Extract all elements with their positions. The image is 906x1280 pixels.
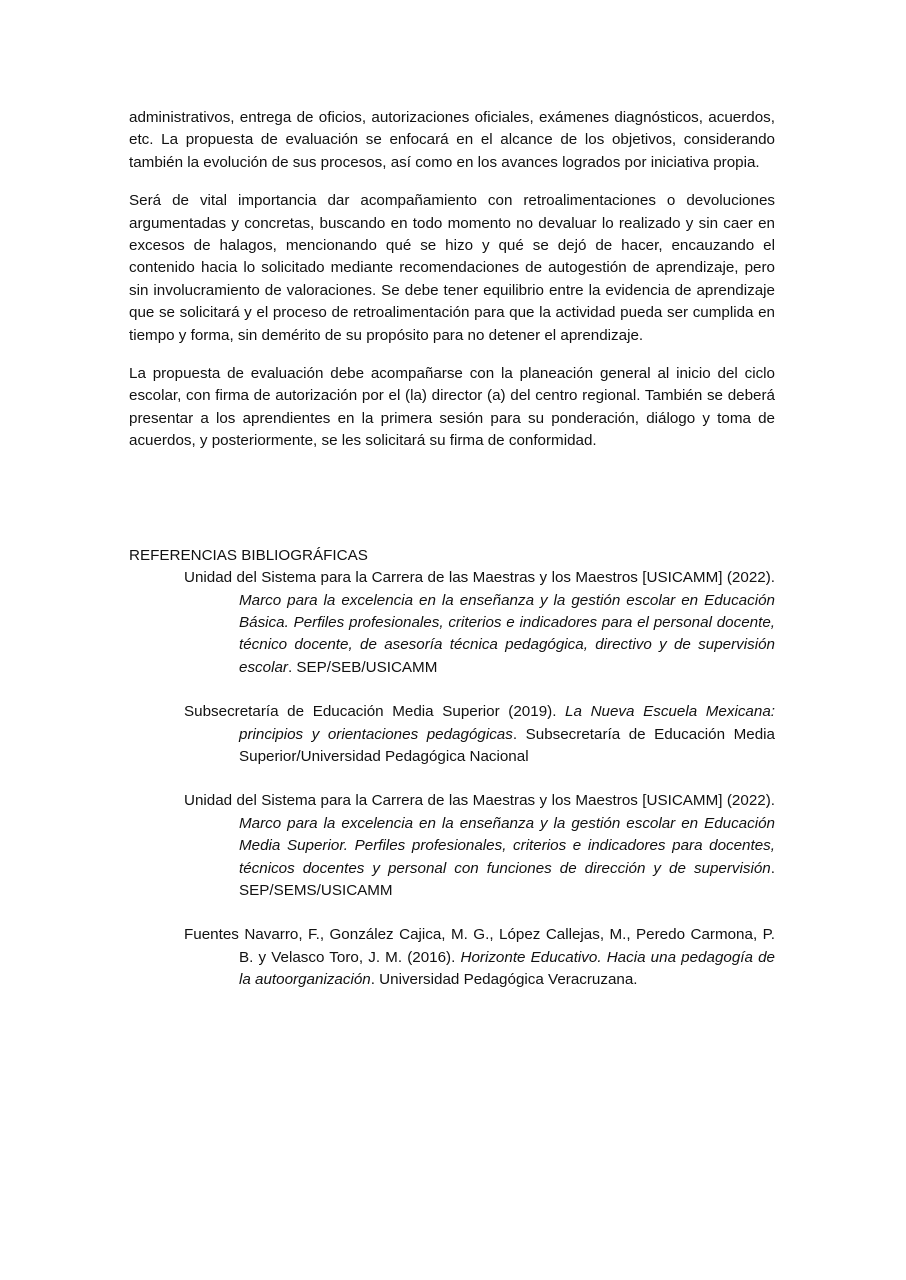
reference-title: Marco para la excelencia en la enseñanza y la gestión escolar en Educación Básica. Perfiles profesionales, criterios e indicadores para el personal docente, técnico docente, de asesoría técnica pedagógica, directivo y de supervisión escolar (239, 591, 775, 676)
reference-entry (184, 567, 775, 679)
reference-title: La Nueva Escuela Mexicana: principios y orientaciones pedagógicas (239, 703, 775, 743)
page-content (129, 107, 775, 1014)
reference-title: Marco para la excelencia en la enseñanza y la gestión escolar en Educación Media Superior. Perfiles profesionales, criterios e indicadores para docentes, técnicos docentes y personal con funciones de dirección y de supervisión (239, 814, 775, 877)
reference-authors: Fuentes Navarro, F., González Cajica, M. G., López Callejas, M., Peredo Carmona, P. B. y Velasco Toro, J. M. (2016). (184, 926, 775, 966)
reference-entry (184, 701, 775, 768)
body-paragraph: Será de vital importancia dar acompañamiento con retroalimentaciones o devoluciones argumentadas y concretas, buscando en todo momento no devaluar lo realizado y sin caer en excesos de halagos, mencionando qué se hizo y qué se dejó de hacer, encauzando el contenido hacia lo solicitado mediante recomendaciones de autogestión de aprendizaje, pero sin involucramiento de valoraciones. Se debe tener equilibrio entre la evidencia de aprendizaje que se solicitará y el proceso de retroalimentación para que la actividad pueda ser cumplida en tiempo y forma, sin demérito de su propósito para no detener el aprendizaje. (129, 192, 775, 344)
reference-authors: Unidad del Sistema para la Carrera de las Maestras y los Maestros [USICAMM] (2022). (184, 569, 775, 587)
reference-authors: Unidad del Sistema para la Carrera de las Maestras y los Maestros [USICAMM] (2022). (184, 792, 775, 810)
reference-publisher: . SEP/SEMS/USICAMM (239, 859, 775, 899)
reference-publisher: . Universidad Pedagógica Veracruzana. (370, 971, 638, 989)
reference-publisher: . SEP/SEB/USICAMM (287, 658, 438, 676)
body-paragraph: La propuesta de evaluación debe acompañarse con la planeación general al inicio del ciclo escolar, con firma de autorización por el (la) director (a) del centro regional. También se deberá presentar a los aprendientes en la primera sesión para su ponderación, diálogo y toma de acuerdos, y posteriormente, se les solicitará su firma de conformidad. (129, 365, 775, 450)
reference-entry (184, 924, 775, 991)
body-paragraph: administrativos, entrega de oficios, autorizaciones oficiales, exámenes diagnósticos, acuerdos, etc. La propuesta de evaluación se enfocará en el alcance de los objetivos, considerando también la evolución de sus procesos, así como en los avances logrados por iniciativa propia. (129, 109, 775, 171)
section-spacer (129, 469, 775, 545)
reference-publisher: . Subsecretaría de Educación Media Superior/Universidad Pedagógica Nacional (239, 725, 775, 765)
references-heading: REFERENCIAS BIBLIOGRÁFICAS (129, 546, 368, 564)
reference-authors: Subsecretaría de Educación Media Superior (2019). (184, 703, 566, 721)
reference-title: Horizonte Educativo. Hacia una pedagogía de la autoorganización (239, 948, 776, 989)
reference-entry (184, 790, 775, 902)
